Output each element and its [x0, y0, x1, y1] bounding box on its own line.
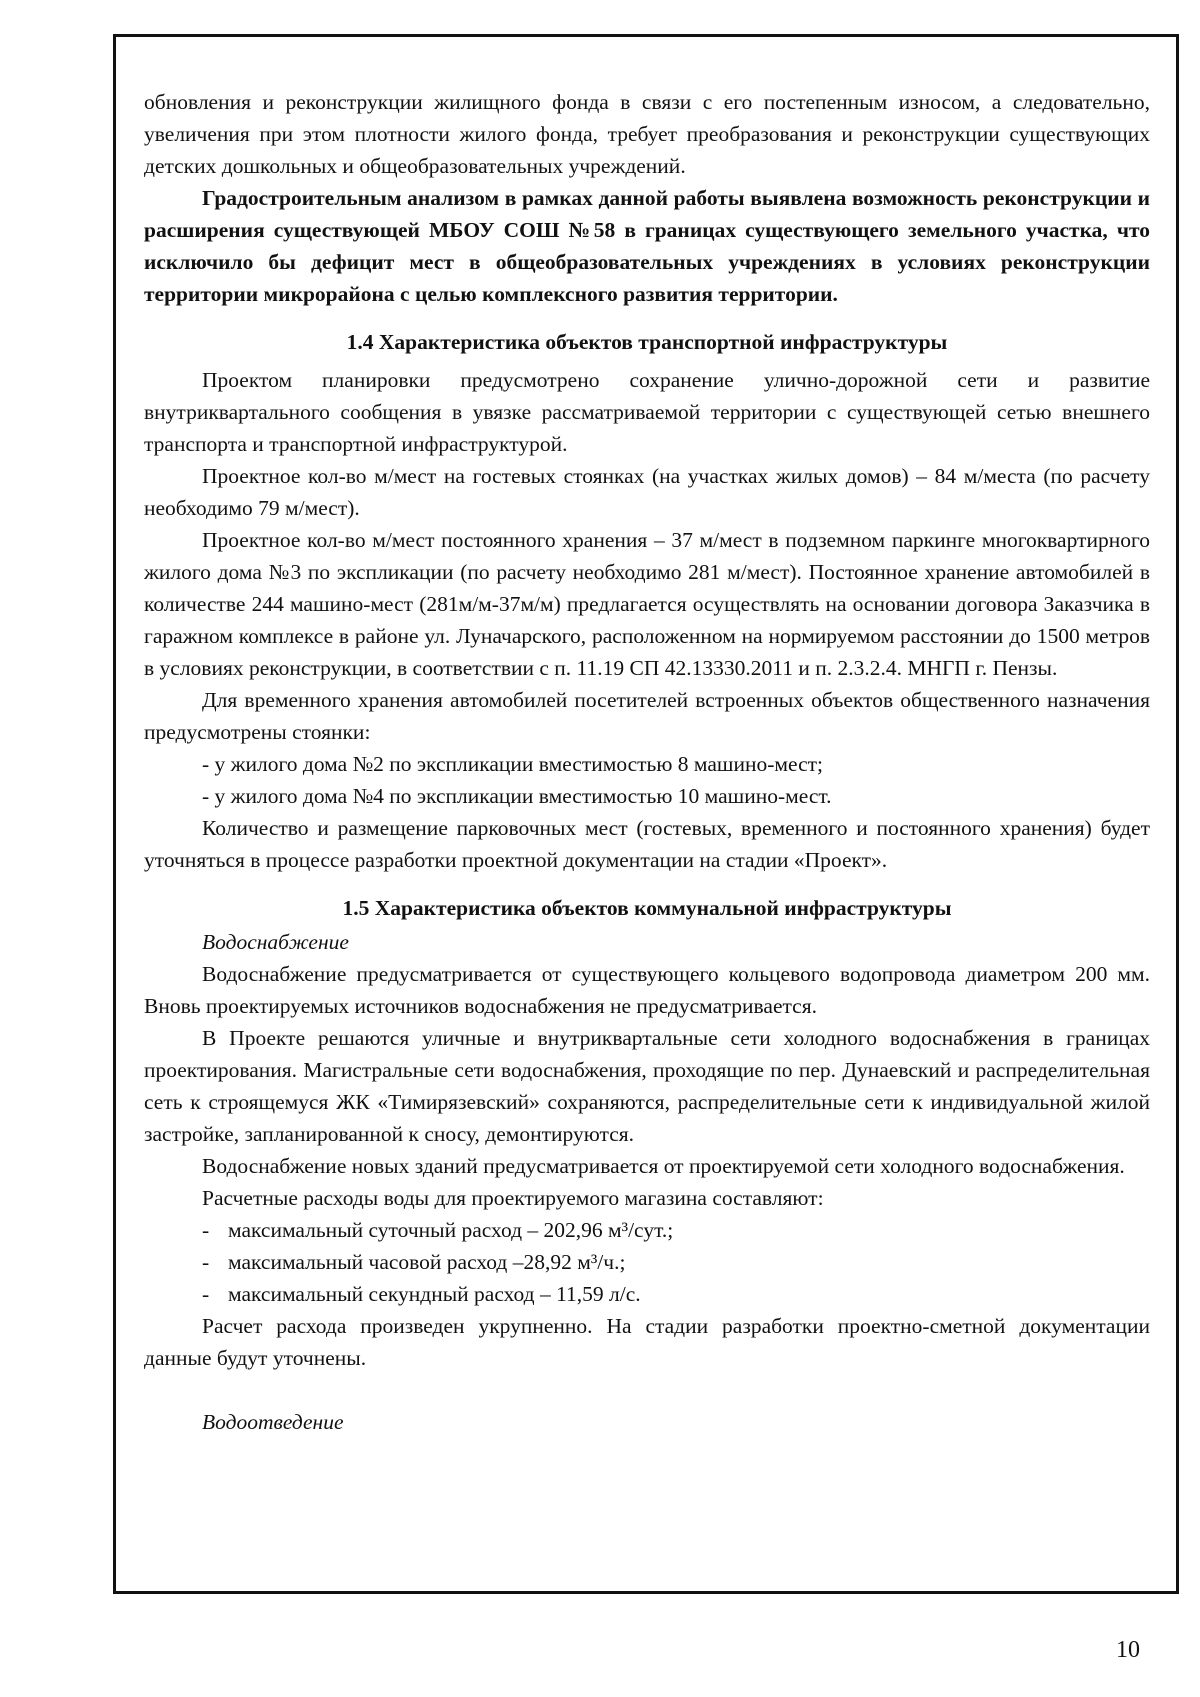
paragraph: Количество и размещение парковочных мест (гостевых, временного и постоянного хранения) будет уточняться в процессе разработки проектной документации на стадии «Проект».: [144, 816, 1150, 872]
paragraph: Проектное кол-во м/мест постоянного хранения – 37 м/мест в подземном паркинге многоквартирного жилого дома №3 по экспликации (по расчету необходимо 281 м/мест). Постоянное хранение автомобилей в количестве 244 машино-мест (281м/м-37м/м) предлагается осуществлять на основании договора Заказчика в гаражном комплексе в районе ул. Луначарского, расположенном на нормируемом расстоянии до 1500 метров в условиях реконструкции, в соответствии с п. 11.19 СП 42.13330.2011 и п. 2.3.2.4. МНГП г. Пензы.: [144, 528, 1150, 680]
paragraph: Расчетные расходы воды для проектируемого магазина составляют:: [202, 1186, 824, 1210]
list-item-text: максимальный суточный расход – 202,96 м³/сут.;: [228, 1218, 674, 1242]
section-heading-transport: 1.4 Характеристика объектов транспортной инфраструктуры: [346, 330, 948, 354]
list-item: [144, 1278, 1150, 1310]
paragraph-continuation: обновления и реконструкции жилищного фонда в связи с его постепенным износом, а следовательно, увеличения при этом плотности жилого фонда, требует преобразования и реконструкции существующих детских дошкольных и общеобразовательных учреждений.: [144, 90, 1150, 178]
list-item-text: максимальный секундный расход – 11,59 л/с.: [228, 1282, 641, 1306]
list-item-text: максимальный часовой расход –28,92 м³/ч.;: [228, 1250, 626, 1274]
paragraph: Расчет расхода произведен укрупненно. На стадии разработки проектно-сметной документации данные будут уточнены.: [144, 1314, 1150, 1370]
list-item: [144, 1214, 1150, 1246]
list-dash: -: [202, 1250, 210, 1274]
list-item: - у жилого дома №2 по экспликации вместимостью 8 машино-мест;: [202, 752, 823, 776]
subheading-wastewater: Водоотведение: [202, 1410, 344, 1434]
list-item: [144, 1246, 1150, 1278]
list-dash: -: [202, 1218, 210, 1242]
page-number: 10: [1116, 1637, 1140, 1663]
list-item: - у жилого дома №4 по экспликации вместимостью 10 машино-мест.: [202, 784, 832, 808]
paragraph: Проектом планировки предусмотрено сохранение улично-дорожной сети и развитие внутриквартального сообщения в увязке рассматриваемой территории с существующей сетью внешнего транспорта и транспортной инфраструктурой.: [144, 368, 1150, 456]
paragraph: В Проекте решаются уличные и внутриквартальные сети холодного водоснабжения в границах проектирования. Магистральные сети водоснабжения, проходящие по пер. Дунаевский и распределительная сеть к строящемуся ЖК «Тимирязевский» сохраняются, распределительные сети к индивидуальной жилой застройке, запланированной к сносу, демонтируются.: [144, 1026, 1150, 1146]
section-heading-utilities: 1.5 Характеристика объектов коммунальной инфраструктуры: [342, 896, 952, 920]
paragraph-bold-conclusion: Градостроительным анализом в рамках данной работы выявлена возможность реконструкции и расширения существующей МБОУ СОШ №58 в границах существующего земельного участка, что исключило бы дефицит мест в общеобразовательных учреждениях в условиях реконструкции территории микрорайона с целью комплексного развития территории.: [144, 186, 1150, 306]
paragraph: Водоснабжение новых зданий предусматривается от проектируемой сети холодного водоснабжения.: [202, 1154, 1125, 1178]
paragraph: Проектное кол-во м/мест на гостевых стоянках (на участках жилых домов) – 84 м/места (по расчету необходимо 79 м/мест).: [144, 464, 1150, 520]
paragraph: Водоснабжение предусматривается от существующего кольцевого водопровода диаметром 200 мм. Вновь проектируемых источников водоснабжения не предусматривается.: [144, 962, 1150, 1018]
document-body: [144, 86, 1150, 1438]
list-dash: -: [202, 1282, 210, 1306]
paragraph: Для временного хранения автомобилей посетителей встроенных объектов общественного назначения предусмотрены стоянки:: [144, 688, 1150, 744]
subheading-water-supply: Водоснабжение: [202, 930, 349, 954]
